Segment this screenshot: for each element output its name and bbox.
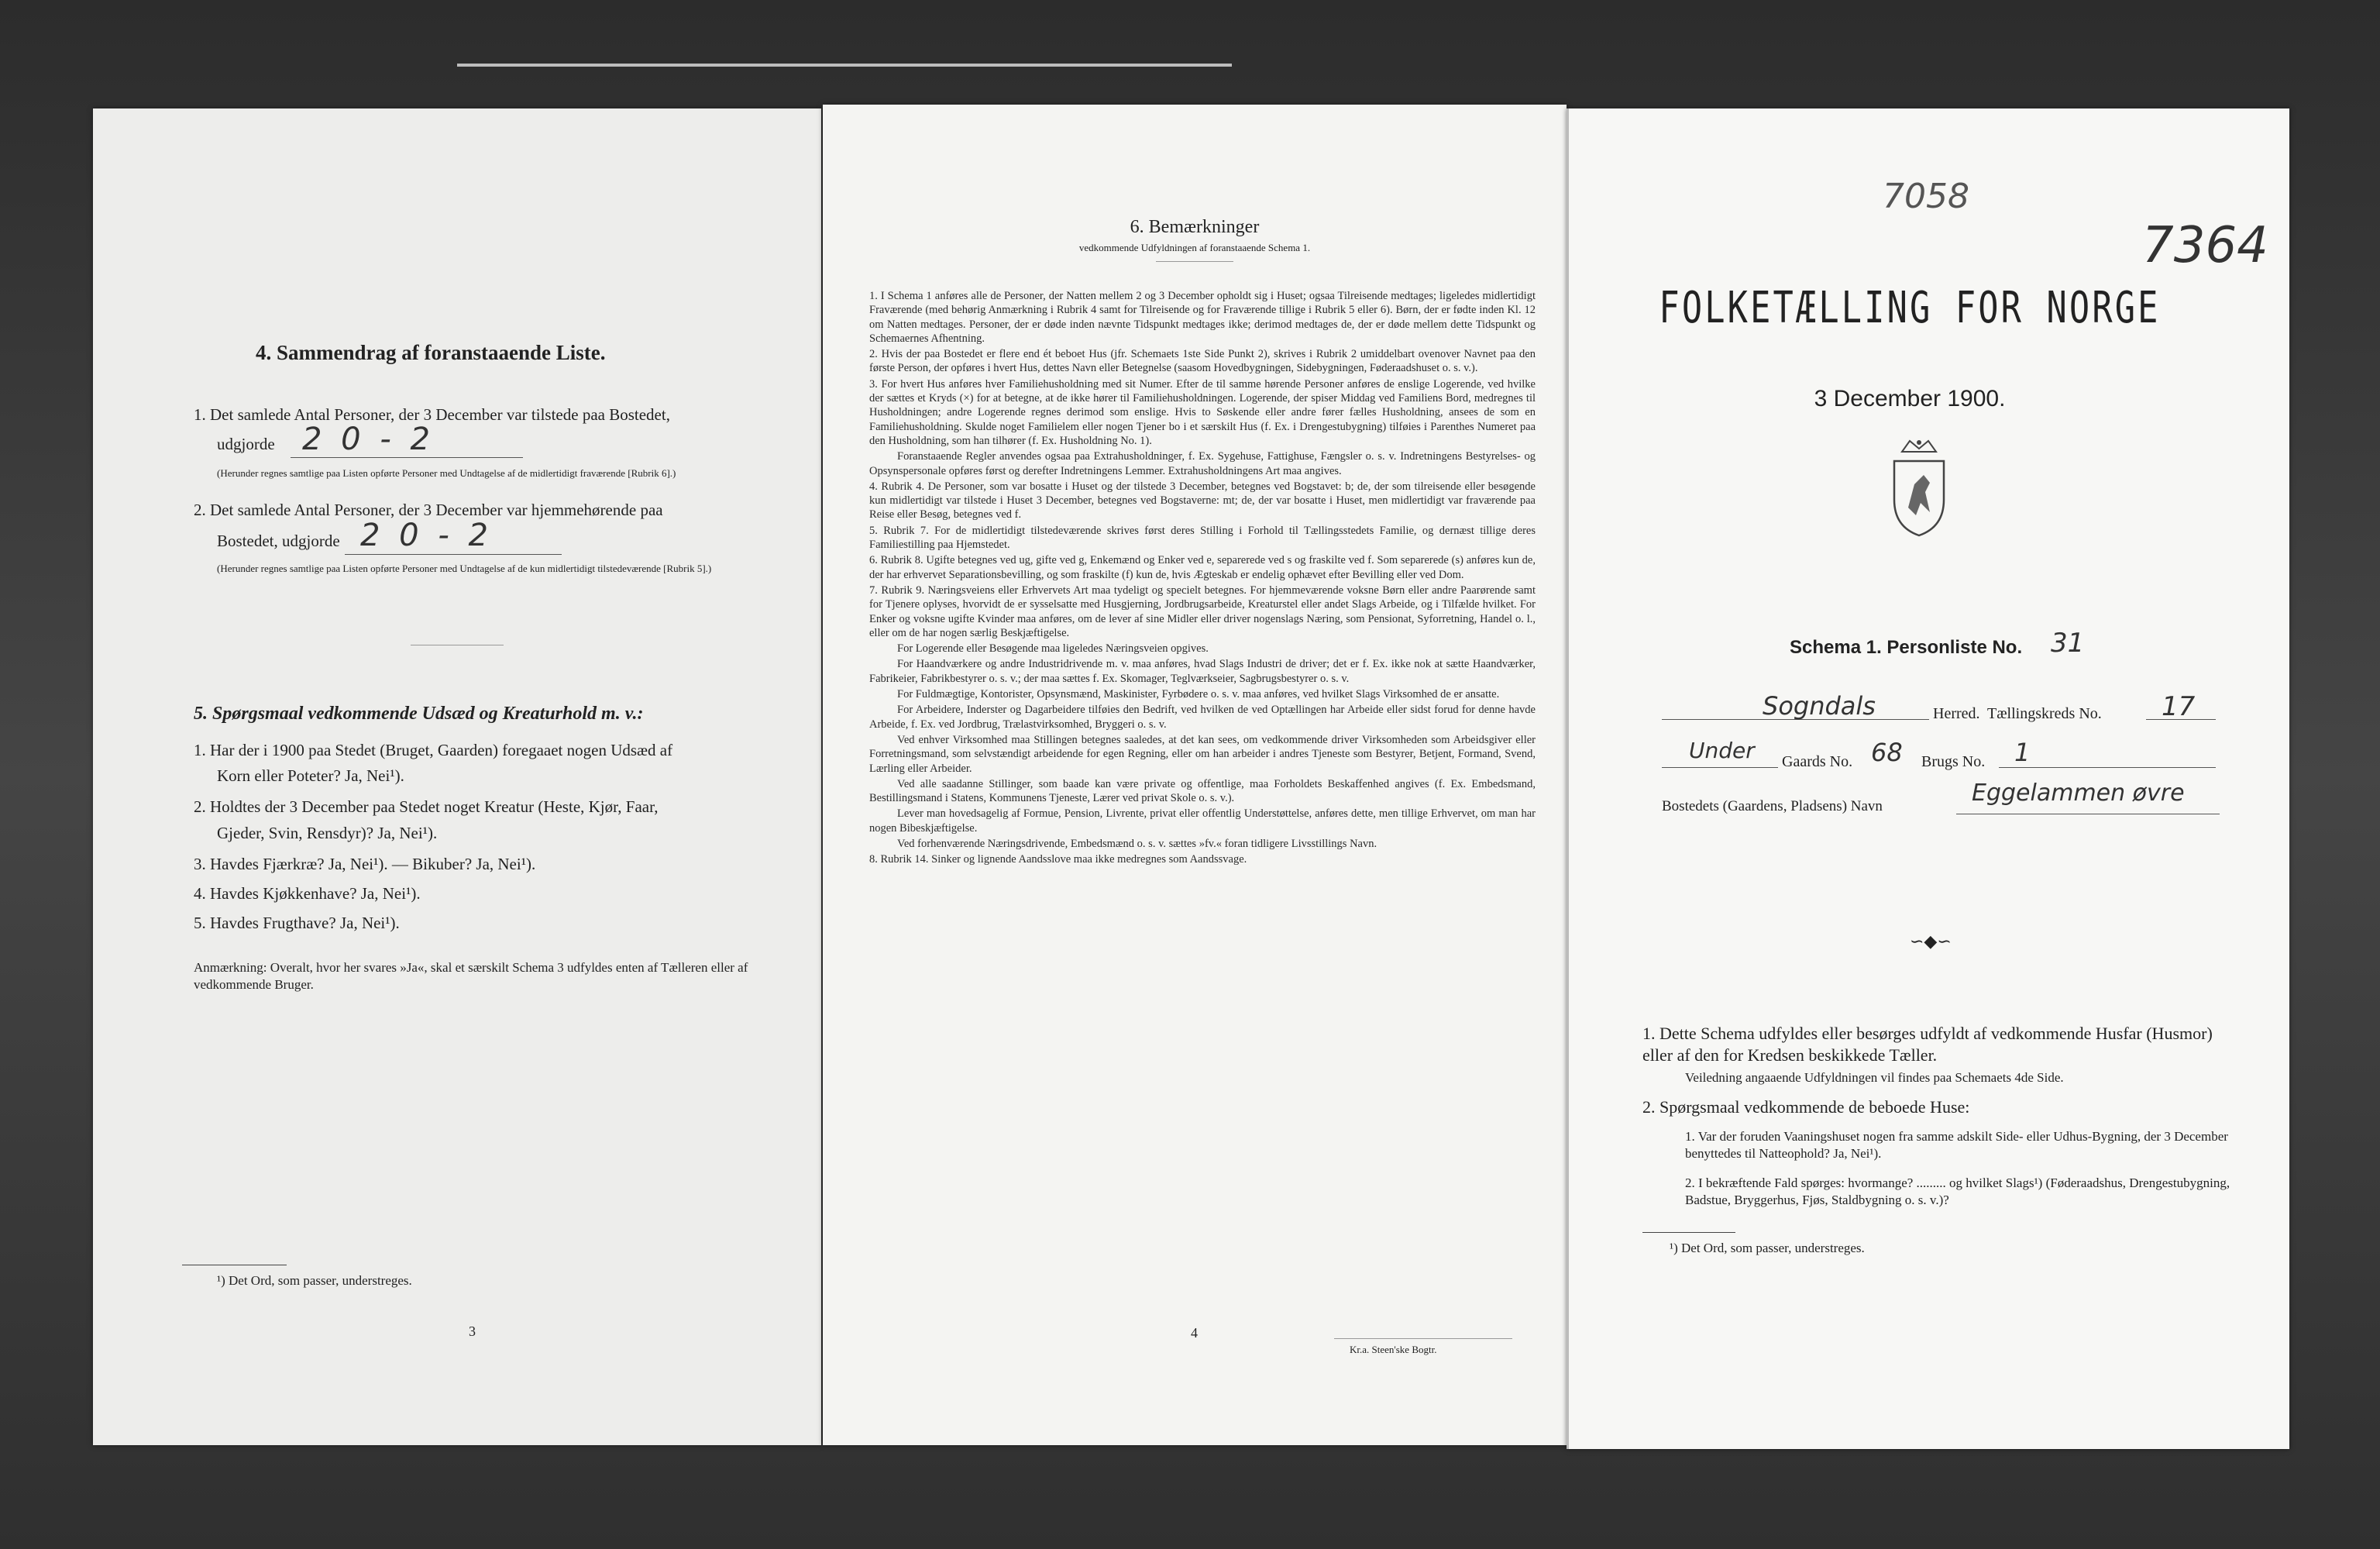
kreds-label: Tællingskreds No. [1987, 705, 2102, 722]
archive-number: 7058 [1883, 177, 1969, 216]
remarks-subtitle: vedkommende Udfyldningen af foranstaaende Schema 1. [1078, 242, 1311, 253]
summary-item-2: 2. Det samlede Antal Personer, der 3 December var hjemmehørende paa [194, 501, 663, 519]
page-number: 4 [1191, 1325, 1198, 1341]
house-question-1: 1. Var der foruden Vaaningshuset nogen fra samme adskilt Side- eller Udhus-Bygning, der 3 December benyttedes til Natteophold? Ja, Nei¹). [1685, 1129, 2228, 1161]
herred-value: Sogndals [1763, 691, 1876, 721]
remarks-body [869, 289, 1536, 869]
gaard-prefix: Under [1689, 738, 1755, 763]
remark-paragraph: Ved forhenværende Næringsdrivende, Embedsmænd o. s. v. sættes »fv.« foran tidligere Livsstillings Navn. [897, 837, 1377, 850]
fill-line [1999, 767, 2216, 768]
coat-of-arms-icon [1886, 438, 1952, 539]
question-3: 3. Havdes Fjærkræ? Ja, Nei¹). — Bikuber? Ja, Nei¹). [194, 855, 536, 873]
question-2: 2. Holdtes der 3 December paa Stedet noget Kreatur (Heste, Kjør, Faar, [194, 797, 659, 816]
book-edge [457, 64, 1232, 67]
footnote: ¹) Det Ord, som passer, understreges. [217, 1273, 412, 1288]
section-5-title: 5. Spørgsmaal vedkommende Udsæd og Kreaturhold m. v.: [194, 704, 644, 724]
page-1-cover [1567, 108, 2289, 1449]
printer-rule [1334, 1338, 1512, 1339]
schema-label: Schema 1. Personliste No. [1790, 637, 2023, 658]
kreds-value: 17 [2162, 691, 2196, 722]
remark-paragraph: Foranstaaende Regler anvendes ogsaa paa Extrahusholdninger, f. Ex. Sygehuse, Fattighuse, Fængsler o. s. v. Indretningens Bestyrelses- og Opsynspersonale opføres først og derefter Indretningens Lemmer. Extrahusholdningens Art maa angives. [869, 450, 1536, 477]
fill-line [1662, 767, 1778, 768]
footnote-rule [1642, 1232, 1735, 1233]
remark-paragraph: Ved alle saadanne Stillinger, som baade kan være private og offentlige, maa Forholdets Beskaffenhed angives (f. Ex. Embedsmand, Bestillingsmand i Statens, Kommunens Tjeneste, Lærer ved privat Skole o. s. v.). [869, 777, 1536, 805]
question-1-answer: Korn eller Poteter? Ja, Nei¹). [217, 766, 404, 785]
herred-label: Herred. [1933, 705, 1980, 722]
question-1: 1. Har der i 1900 paa Stedet (Bruget, Gaarden) foregaaet nogen Udsæd af [194, 741, 673, 759]
question-5: 5. Havdes Frugthave? Ja, Nei¹). [194, 914, 400, 932]
ornament: ∽◆∽ [1910, 931, 1952, 951]
remark-paragraph: For Logerende eller Besøgende maa ligeledes Næringsveien opgives. [897, 642, 1209, 656]
remark-paragraph: For Haandværkere og andre Industridrivende m. v. maa anføres, hvad Slags Industri de driver; det er f. Ex. ikke nok at sætte Haandværker, Fabrikeier, Fabrikbestyrer o. s. v.; der maa sættes f. Ex. Skomager, Teglværkseier, Sagbrugsbestyrer o. s. v. [869, 658, 1536, 685]
instruction-1: 1. Dette Schema udfyldes eller besørges udfyldt af vedkommende Husfar (Husmor) eller af den for Kredsen beskikkede Tæller. [1642, 1024, 2213, 1065]
bosted-label: Bostedets (Gaardens, Pladsens) Navn [1662, 798, 1883, 814]
summary-item-2-note: (Herunder regnes samtlige paa Listen opførte Personer med Undtagelse af de kun midlertidigt tilstedeværende [Rubrik 5].) [217, 563, 712, 574]
page-4 [823, 105, 1567, 1445]
brugs-label: Brugs No. [1921, 753, 1986, 770]
remark-paragraph: 1. I Schema 1 anføres alle de Personer, der Natten mellem 2 og 3 December opholdt sig i Huset; ogsaa Tilreisende medtages; ligeledes midlertidigt Fraværende (med behørig Anmærkning i Rubrik 4 samt for Tilreisende og for Fraværende tillige i Rubrik 5 eller 6). Børn, der er fødte inden Kl. 12 om Natten medtages. Personer, der er døde inden nævnte Tidspunkt medtages ikke; derimod medtages de, der er døde mellem dette Tidspunkt og Schemaernes Afhentning. [869, 290, 1536, 345]
summary-item-1-note: (Herunder regnes samtlige paa Listen opførte Personer med Undtagelse af de midlertidigt fraværende [Rubrik 6].) [217, 467, 676, 479]
brugs-value: 1 [2014, 738, 2031, 767]
summary-item-1-label: udgjorde [217, 435, 275, 453]
instruction-1-note: Veiledning angaaende Udfyldningen vil findes paa Schemaets 4de Side. [1685, 1070, 2064, 1085]
remark-paragraph: 8. Rubrik 14. Sinker og lignende Aandsslove maa ikke medregnes som Aandssvage. [869, 853, 1247, 866]
fill-line [291, 457, 523, 458]
divider [1156, 261, 1233, 262]
remark-paragraph: Ved enhver Virksomhed maa Stillingen betegnes saaledes, at det kan sees, om vedkommende driver Virksomheden som Arbeidsgiver eller Forretningsmand, som selvstændigt arbeidende for egen Regning, eller om han arbeider i andres Tjeneste som Bestyrer, Betjent, Formand, Svend, Lærling eller Arbeider. [869, 733, 1536, 775]
census-date: 3 December 1900. [1814, 386, 2006, 411]
remark-paragraph: 4. Rubrik 4. De Personer, som var bosatte i Huset og der tilstede 3 December, betegnes ved Bogstavet: b; de, der som tilreisende eller besøgende kun midlertidigt var tilstede i Huset 3 December, betegnes ved Bogstaverne: mt; de, der var bosatte i Huset, men midlertidigt var fraværende paa Reise eller Besøg, betegnes ved f. [869, 480, 1536, 521]
footnote: ¹) Det Ord, som passer, understreges. [1670, 1241, 1865, 1255]
remark-paragraph: 2. Hvis der paa Bostedet er flere end ét beboet Hus (jfr. Schemaets 1ste Side Punkt 2), skrives i Rubrik 2 umiddelbart ovenover Navnet paa den første Person, der opføres i hvert Hus, dettes Navn eller Betegnelse (saasom Hovedbygningen, Sidebygningen, Føderaadshuset o. s. v.). [869, 348, 1536, 375]
remark: Anmærkning: Overalt, hvor her svares »Ja«, skal et særskilt Schema 3 udfyldes enten af Tælleren eller af vedkommende Bruger. [194, 960, 748, 992]
remark-paragraph: 5. Rubrik 7. For de midlertidigt tilstedeværende skrives først deres Stilling i Forhold til Tællingsstedets Familie, og dernæst tillige deres Familiestilling paa Hjemstedet. [869, 524, 1536, 552]
page-3 [93, 108, 821, 1445]
question-4: 4. Havdes Kjøkkenhave? Ja, Nei¹). [194, 884, 421, 903]
page-number: 3 [469, 1324, 476, 1339]
printer-credit: Kr.a. Steen'ske Bogtr. [1350, 1344, 1437, 1355]
remark-paragraph: For Fuldmægtige, Kontorister, Opsynsmænd, Maskinister, Fyrbødere o. s. v. maa anføres, ved hvilket Slags Virksomhed de er ansatte. [897, 688, 1500, 701]
section-4-title: 4. Sammendrag af foranstaaende Liste. [256, 341, 606, 364]
archive-number-2: 7364 [2142, 217, 2268, 274]
summary-item-2-label: Bostedet, udgjorde [217, 532, 340, 550]
remarks-title: 6. Bemærkninger [1130, 217, 1260, 237]
question-2-answer: Gjeder, Svin, Rensdyr)? Ja, Nei¹). [217, 824, 438, 842]
summary-item-1-value: 2 0 - 2 [302, 422, 435, 457]
gaard-value: 68 [1871, 738, 1903, 767]
summary-item-1: 1. Det samlede Antal Personer, der 3 December var tilstede paa Bostedet, [194, 405, 670, 424]
summary-item-2-value: 2 0 - 2 [360, 518, 493, 553]
fill-line [345, 554, 562, 555]
instruction-2: 2. Spørgsmaal vedkommende de beboede Huse: [1642, 1097, 1970, 1117]
remark-paragraph: Lever man hovedsagelig af Formue, Pension, Livrente, privat eller offentlig Understøttelse, anføres dette, men tillige Erhvervet, om man har nogen Bibeskjæftigelse. [869, 807, 1536, 835]
gaard-label: Gaards No. [1782, 753, 1853, 770]
house-question-2: 2. I bekræftende Fald spørges: hvormange? ......... og hvilket Slags¹) (Føderaadshus, Drengestubygning, Badstue, Bryggerhus, Fjøs, Staldbygning o. s. v.)? [1685, 1176, 2230, 1207]
remark-paragraph: 7. Rubrik 9. Næringsveiens eller Erhvervets Art maa tydeligt og specielt betegnes. For hjemmeværende voksne Børn eller andre Paarørende samt for Tjenere oplyses, hvorvidt de er sysselsatte med Husgjerning, Jordbrugsarbeide, Kreaturstel eller andet Slags Arbeide, og i Tilfælde hvilket. For Enker og voksne ugifte Kvinder maa anføres, om de lever af sine Midler eller driver nogenslags Næring, som Pensionat, Syforretning, Handel o. l., eller om de har nogen særlig Beskjæftigelse. [869, 583, 1536, 639]
remark-paragraph: 6. Rubrik 8. Ugifte betegnes ved ug, gifte ved g, Enkemænd og Enker ved e, separerede ved s og fraskilte ved f. Som separerede (s) anføres kun de, der har erhvervet Separationsbevilling, og som fraskilte (f) kun de, hvis Ægteskab er endelig ophævet efter Bevilling eller ved Dom. [869, 554, 1536, 581]
bosted-value: Eggelammen øvre [1972, 780, 2185, 807]
personliste-number: 31 [2051, 628, 2085, 659]
remark-paragraph: 3. For hvert Hus anføres hver Familiehusholdning med sit Numer. Efter de til samme hørende Personer anføres de enslige Logerende, ved hvilke der sættes et Kryds (×) for at betegne, at de ikke hører til Familiehusholdningen. Logerende, der spiser Middag ved Familiens Bord, medregnes til Husholdningen; andre Logerende regnes derimod som enslige. Hvis to Søskende eller andre fører fælles Husholdning, ansees de som en Familiehusholdning. Skulde noget Familielem eller nogen Tjener bo i et særskilt Hus (f. Ex. i Drengestubygning) tilføies i Parenthes Numeret paa den Husholdning, som han tilhører (f. Ex. Husholdning No. 1). [869, 377, 1536, 447]
census-title: FOLKETÆLLING FOR NORGE [1659, 283, 2161, 333]
remark-paragraph: For Arbeidere, Inderster og Dagarbeidere tilføies den Bedrift, ved hvilken de ved Optællingen har Arbeide eller sidst forud for denne havde Arbeide, f. Ex. ved Jordbrug, Trælastvirksomhed, Bryggeri o. s. v. [869, 704, 1536, 731]
